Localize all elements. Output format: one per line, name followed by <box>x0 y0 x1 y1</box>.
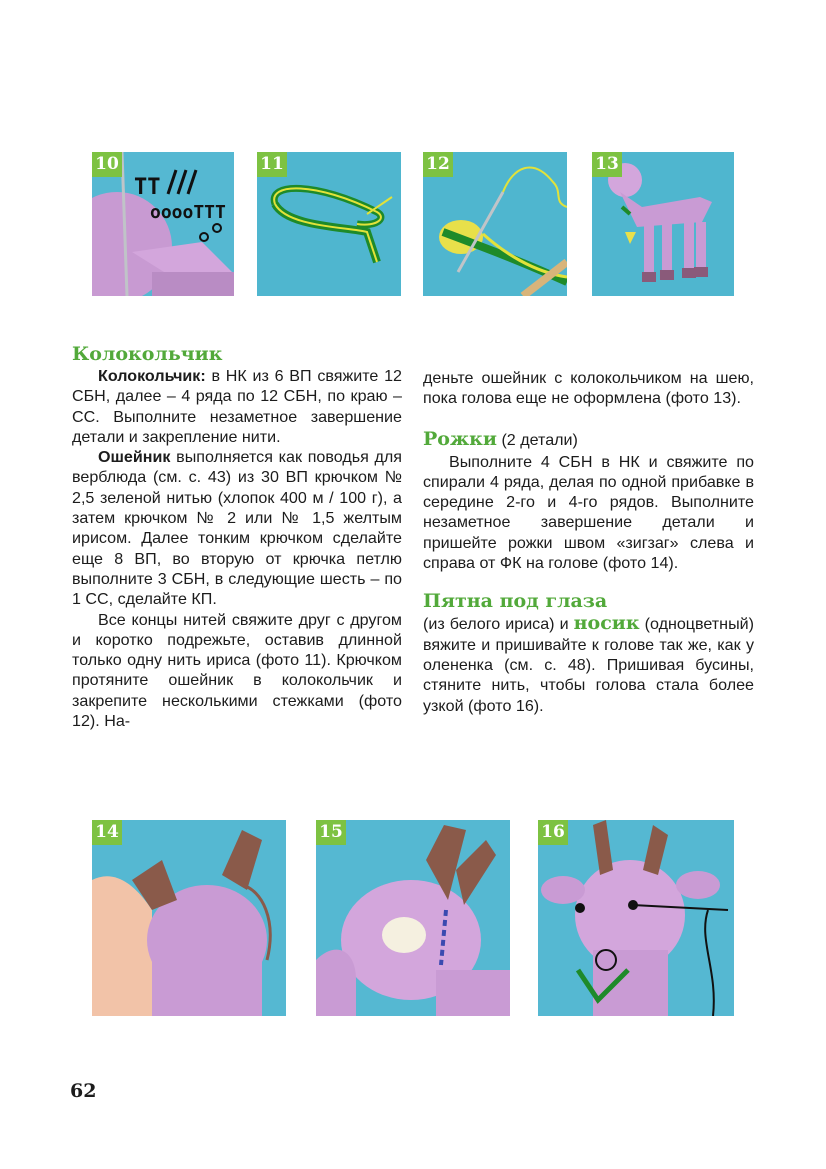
right-column <box>423 368 754 716</box>
photo-15-image <box>316 820 510 1016</box>
photo-16-number: 16 <box>538 820 568 845</box>
page-number: 62 <box>70 1080 97 1102</box>
heading-bell: Колокольчик <box>72 343 223 365</box>
horns-note: (2 детали) <box>496 430 578 449</box>
photo-15-number: 15 <box>316 820 346 845</box>
photo-14-number: 14 <box>92 820 122 845</box>
text-spots-1: (из белого ириса) и <box>423 615 574 634</box>
photo-11 <box>257 152 401 296</box>
photo-11-number: 11 <box>257 152 287 177</box>
photo-10-number: 10 <box>92 152 122 177</box>
paragraph-bell <box>72 366 402 447</box>
text-bell: в НК из 6 ВП свяжите 12 СБН, далее – 4 ряда по 12 СБН, по краю – СС. Выполните незаметное завершение детали и закрепление нити. <box>72 367 402 446</box>
photo-13 <box>592 152 734 296</box>
left-column <box>72 342 402 731</box>
photo-12 <box>423 152 567 296</box>
paragraph-continued: деньте ошейник с колокольчиком на шею, пока голова еще не оформлена (фото 13). <box>423 369 754 408</box>
photo-10 <box>92 152 234 296</box>
photo-16-image <box>538 820 734 1016</box>
text-spots-2: (одноцветный) вяжите и пришивайте к голове так же, как у олененка (см. с. 48). Пришивая бусины, стяните нить, чтобы голова стала более узкой (фото 16). <box>423 615 754 715</box>
photo-15 <box>316 820 510 1016</box>
paragraph-horns: Выполните 4 СБН в НК и свяжите по спирали 4 ряда, делая по одной прибавке в середине 2-го и 4-го рядов. Выполните незаметное завершение детали и пришейте рожки швом «зигзаг» слева и справа от ФК на голове (фото 14). <box>423 452 754 573</box>
photo-16 <box>538 820 734 1016</box>
svg-text:TT: TT <box>134 175 161 200</box>
svg-text:ooooTTT: ooooTTT <box>150 202 226 223</box>
photo-13-number: 13 <box>592 152 622 177</box>
text-collar: выполняется как поводья для верблюда (см. с. 43) из 30 ВП крючком № 2,5 зеленой нитью (хлопок 400 м / 100 г), а затем крючком № 2 или № 1,5 желтым ирисом. Далее тонким крючком сделайте еще 8 ВП, во вторую от крючка петлю выполните 3 СБН, в следующие шесть – по 1 СС, сделайте КП. <box>72 448 402 609</box>
photo-14 <box>92 820 286 1016</box>
heading-horns-line <box>423 427 754 452</box>
term-collar: Ошейник <box>98 448 171 467</box>
paragraph-spots <box>423 613 754 715</box>
photo-14-image <box>92 820 286 1016</box>
heading-nose: носик <box>573 612 640 635</box>
term-bell: Колокольчик: <box>98 367 206 385</box>
photo-12-number: 12 <box>423 152 453 177</box>
paragraph-ends: Все концы нитей свяжите друг с другом и коротко подрежьте, оставив длинной только одну нить ириса (фото 11). Крючком протяните ошейник в колокольчик и закрепите несколькими стежками (фото 12). На- <box>72 610 402 731</box>
heading-horns: Рожки <box>423 427 497 450</box>
paragraph-collar <box>72 447 402 609</box>
heading-spots: Пятна под глаза <box>423 590 608 613</box>
